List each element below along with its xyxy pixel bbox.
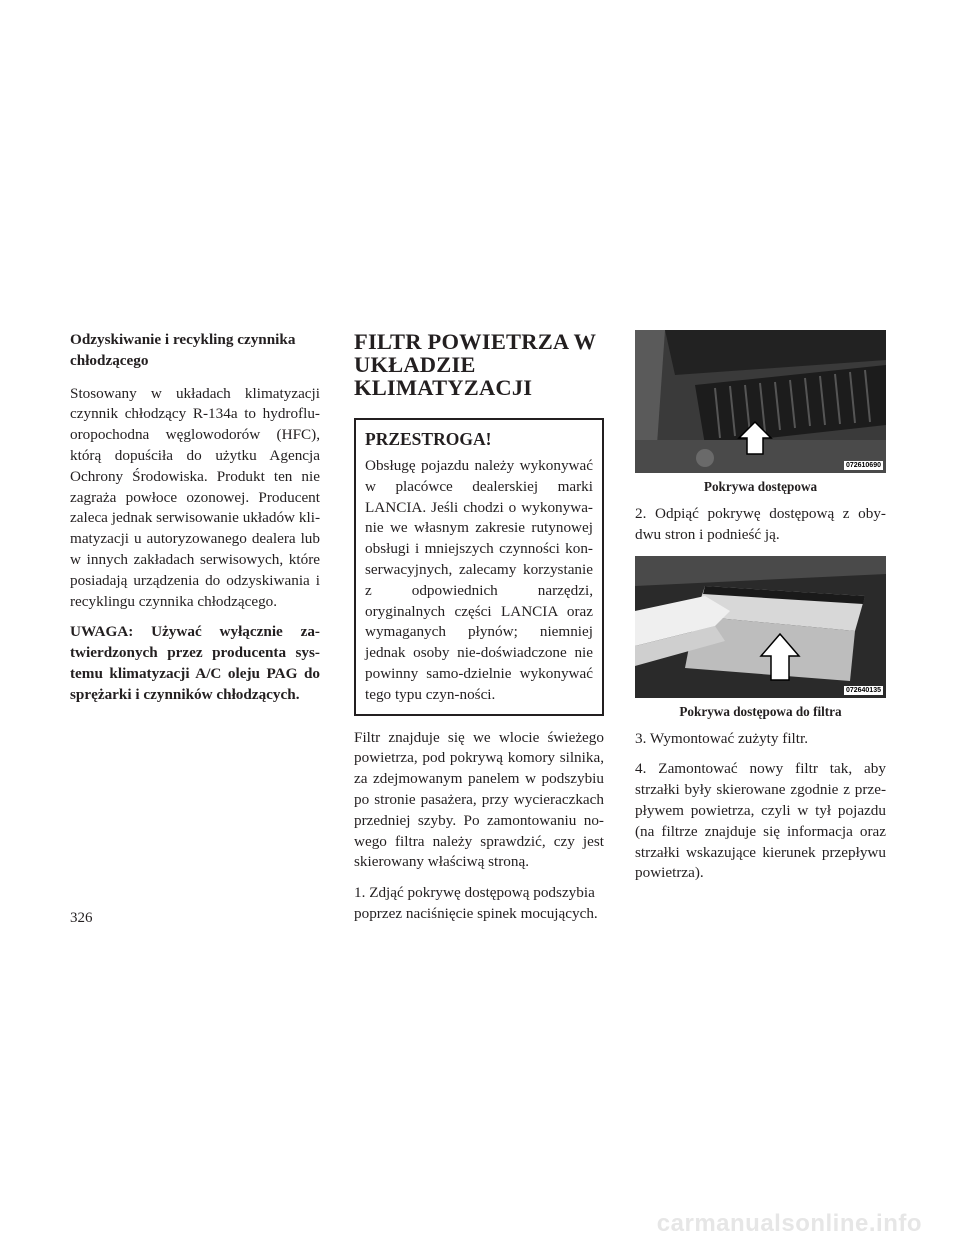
caution-text: Obsługę pojazdu należy wykonywać w placówce dealerskiej marki LANCIA. Jeśli chodzi o wykonywa-nie we własnym zakresie rutynowej obsługi i mniejszych czynności kon-serwacyjnych, zalecamy korzystanie z odpowiednich narzędzi, oryginalnych części LANCIA oraz wymaganych płynów; niemniej jednak osoby nie-doświadczone nie powinny samo-dzielnie wykonywać tego typu czyn-ności.: [365, 457, 593, 703]
photo-reference-code: 072640135: [845, 686, 881, 694]
middle-column: [354, 330, 604, 935]
warning-note: UWAGA: Używać wyłącznie za-twierdzonych przez producenta sys-temu klimatyzacji A/C oleju PAG do sprężarki i czynników chłodzących.: [70, 623, 320, 703]
page-number: 326: [70, 910, 93, 926]
step-1: 1. Zdjąć pokrywę dostępową podszybia poprzez naciśnięcie spinek mocujących.: [354, 884, 598, 922]
photo-caption: Pokrywa dostępowa do filtra: [679, 703, 842, 719]
step-3: 3. Wymontować zużyty filtr.: [635, 729, 809, 747]
page-title: [354, 330, 604, 399]
access-cover-photo: [635, 330, 886, 473]
title-line-1: FILTR POWIETRZA W: [354, 329, 597, 354]
caution-box: [354, 418, 604, 716]
caution-title: PRZESTROGA!: [365, 429, 492, 449]
filter-cover-photo: [635, 556, 886, 698]
photo-caption: Pokrywa dostępowa: [703, 479, 818, 494]
right-column: [635, 330, 886, 894]
filter-location-paragraph: Filtr znajduje się we wlocie świeżego powietrza, pod pokrywą komory silnika, za zdejmowanym panelem w podszybiu po stronie pasażera, przy wycieraczkach przedniej szyby. Po zamontowaniu no-wego filtra należy sprawdzić, czy jest skierowany właściwą stroną.: [354, 728, 604, 871]
refrigerant-paragraph: Stosowany w układach klimatyzacji czynnik chłodzący R-134a to hydroflu-oropochodna węglowodorów (HFC), którą dopuściła do użytku Agencja Ochrony Środowiska. Produkt ten nie zagraża powłoce ozonowej. Producent zaleca jednak serwisowanie układów kli-matyzacji u autoryzowanego dealera lub w innych zakładach serwisowych, które posiadają urządzenia do odzyskiwania i recyklingu czynnika chłodzącego.: [70, 384, 320, 610]
engine-bay-illustration: [635, 330, 886, 473]
title-line-2: UKŁADZIE: [354, 352, 476, 377]
section-heading: Odzyskiwanie i recykling czynnika chłodzącego: [70, 331, 296, 369]
watermark: carmanualsonline.info: [656, 1210, 922, 1237]
filter-removal-illustration: [635, 556, 886, 698]
photo-reference-code: 072610690: [845, 462, 881, 469]
step-4: 4. Zamontować nowy filtr tak, aby strzałki były skierowane zgodnie z prze-pływem powietrza, czyli w tył pojazdu (na filtrze znajduje się informacja oraz strzałki wskazujące kierunek przepływu powietrza).: [635, 760, 886, 882]
title-line-3: KLIMATYZACJI: [354, 375, 533, 400]
left-column: [70, 330, 320, 716]
step-2: 2. Odpiąć pokrywę dostępową z oby-dwu stron i podnieść ją.: [635, 505, 886, 543]
